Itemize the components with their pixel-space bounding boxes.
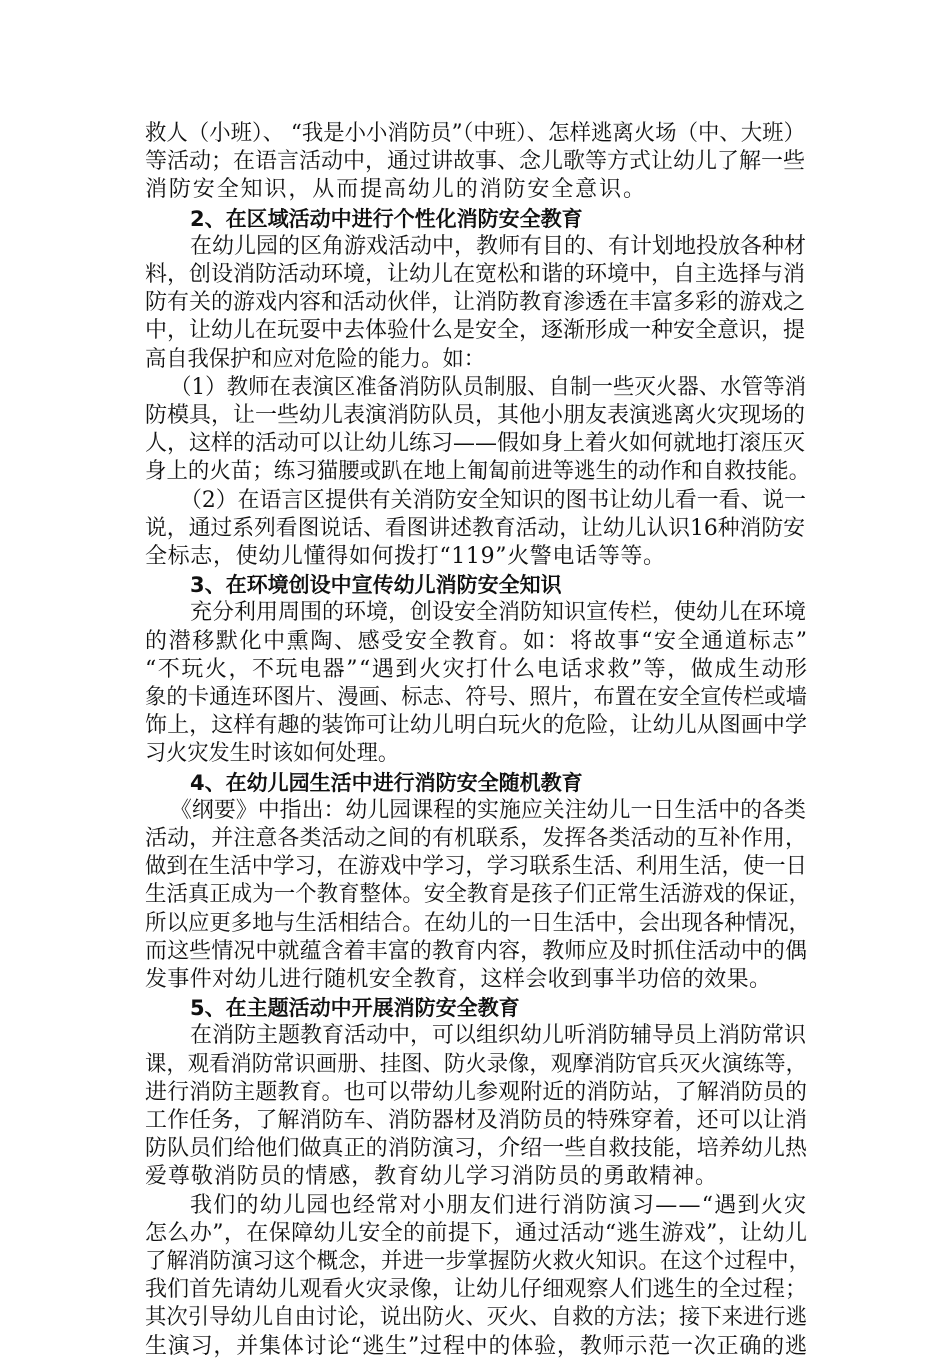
text-line: “不玩火，不玩电器”“遇到火灾打什么电话求救”等，做成生动形: [145, 656, 809, 682]
text-line: 生演习，并集体讨论“逃生”过程中的体验，教师示范一次正确的逃: [145, 1333, 808, 1359]
text-line: 饰上，这样有趣的装饰可让幼儿明白玩火的危险，让幼儿从图画中学: [145, 713, 808, 739]
text-line: （2）在语言区提供有关消防安全知识的图书让幼儿看一看、说一: [180, 487, 807, 513]
text-line: 做到在生活中学习，在游戏中学习，学习联系生活、利用生活，使一日: [145, 854, 808, 880]
text-line: 而这些情况中就蕴含着丰富的教育内容，教师应及时抓住活动中的偶: [145, 938, 808, 964]
text-line: 象的卡通连环图片、漫画、标志、符号、照片，布置在安全宣传栏或墙: [145, 685, 808, 710]
text-line: 在幼儿园的区角游戏活动中，教师有目的、有计划地投放各种材: [190, 233, 807, 259]
section-heading: 5、在主题活动中开展消防安全教育: [190, 996, 520, 1021]
section-heading: 2、在区域活动中进行个性化消防安全教育: [190, 206, 583, 231]
text-line: 我们首先请幼儿观看火灾录像，让幼儿仔细观察人们逃生的全过程；: [145, 1277, 808, 1303]
text-line: 高自我保护和应对危险的能力。如：: [145, 346, 486, 372]
text-line: 活动，并注意各类活动之间的有机联系，发挥各类活动的互补作用，: [145, 826, 808, 851]
section-heading: 4、在幼儿园生活中进行消防安全随机教育: [190, 770, 583, 795]
text-line: 身上的火苗；练习猫腰或趴在地上匍匐前进等逃生的动作和自救技能。: [145, 459, 811, 485]
text-line: 了解消防演习这个概念，并进一步掌握防火救火知识。在这个过程中，: [145, 1249, 811, 1274]
text-line: 生活真正成为一个教育整体。安全教育是孩子们正常生活游戏的保证，: [145, 882, 811, 908]
text-line: 我们的幼儿园也经常对小朋友们进行消防演习——“遇到火灾: [190, 1192, 808, 1218]
text-line: 防模具，让一些幼儿表演消防队员，其他小朋友表演逃离火灾现场的: [145, 403, 806, 428]
text-line: 怎么办”，在保障幼儿安全的前提下，通过活动“逃生游戏”，让幼儿: [145, 1220, 808, 1246]
text-line: 防队员们给他们做真正的消防演习，介绍一些自救技能，培养幼儿热: [145, 1136, 808, 1162]
section-heading: 3、在环境创设中宣传幼儿消防安全知识: [190, 573, 562, 598]
text-line: 的潜移默化中熏陶、感受安全教育。如：将故事“安全通道标志”: [145, 628, 809, 654]
text-line: 爱尊敬消防员的情感，教育幼儿学习消防员的勇敢精神。: [145, 1164, 718, 1190]
text-line: 等活动；在语言活动中，通过讲故事、念儿歌等方式让幼儿了解一些: [145, 149, 806, 175]
text-line: 全标志，使幼儿懂得如何拨打“119”火警电话等等。: [145, 544, 666, 569]
text-line: 其次引导幼儿自由讨论，说出防火、灭火、自救的方法；接下来进行逃: [145, 1305, 808, 1331]
text-line: 救人（小班）、 “我是小小消防员”（中班）、怎样逃离火场（中、大班）: [145, 121, 805, 146]
text-line: 料，创设消防活动环境，让幼儿在宽松和谐的环境中，自主选择与消: [145, 262, 806, 287]
text-line: 课，观看消防常识画册、挂图、防火录像，观摩消防官兵灭火演练等，: [145, 1051, 808, 1077]
text-line: 消防安全知识，从而提高幼儿的消防安全意识。: [145, 177, 647, 203]
text-line: 《纲要》中指出：幼儿园课程的实施应关注幼儿一日生活中的各类: [170, 797, 806, 823]
text-line: 所以应更多地与生活相结合。在幼儿的一日生活中，会出现各种情况，: [145, 910, 811, 936]
text-line: 进行消防主题教育。也可以带幼儿参观附近的消防站，了解消防员的: [145, 1079, 808, 1105]
text-line: 说，通过系列看图说话、看图讲述教育活动，让幼儿认识16种消防安: [145, 515, 806, 541]
text-line: 习火灾发生时该如何处理。: [145, 741, 400, 767]
text-line: 工作任务，了解消防车、消防器材及消防员的特殊穿着，还可以让消: [145, 1108, 808, 1133]
text-line: 充分利用周围的环境，创设安全消防知识宣传栏，使幼儿在环境: [190, 600, 807, 626]
text-line: 发事件对幼儿进行随机安全教育，这样会收到事半功倍的效果。: [145, 967, 772, 992]
text-line: 防有关的游戏内容和活动伙伴，让消防教育渗透在丰富多彩的游戏之: [145, 290, 806, 316]
text-line: 中，让幼儿在玩耍中去体验什么是安全，逐渐形成一种安全意识，提: [145, 318, 806, 344]
text-line: 人，这样的活动可以让幼儿练习——假如身上着火如何就地打滚压灭: [145, 431, 806, 457]
text-line: 在消防主题教育活动中，可以组织幼儿听消防辅导员上消防常识: [190, 1023, 807, 1049]
text-line: （1）教师在表演区准备消防队员制服、自制一些灭火器、水管等消: [170, 374, 807, 400]
